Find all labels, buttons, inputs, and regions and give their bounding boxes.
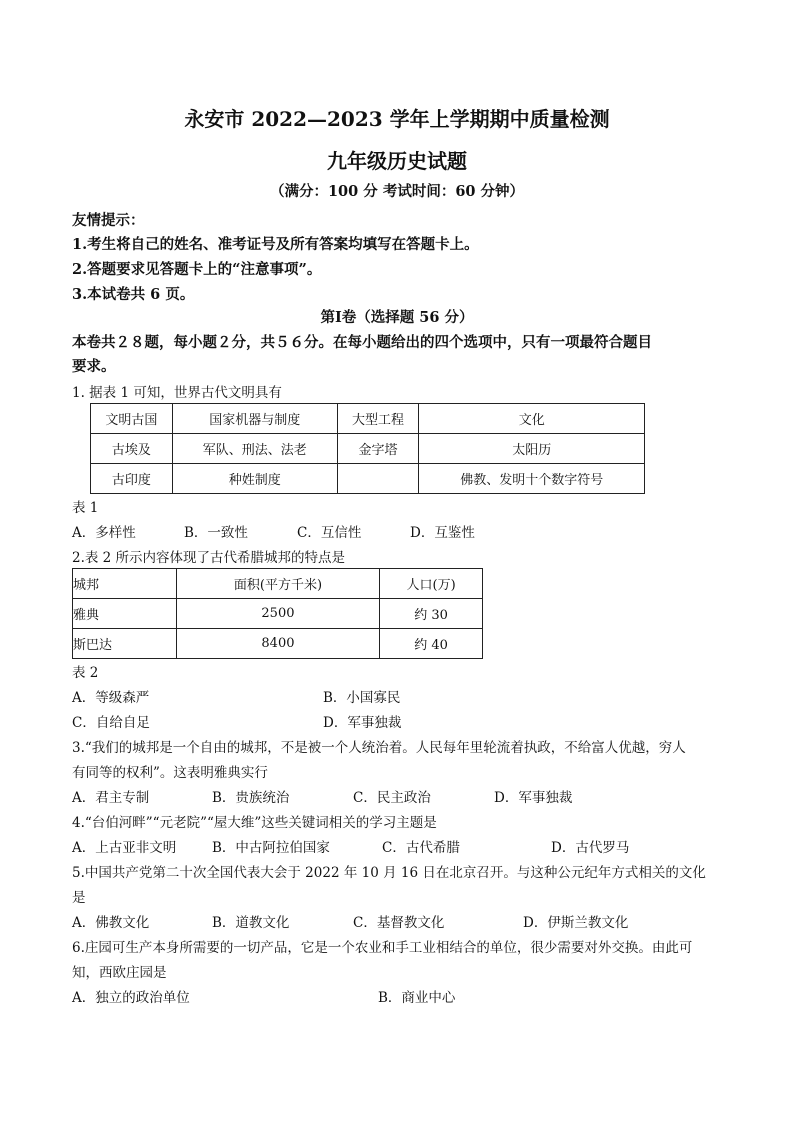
question-1-option-b: B．一致性 [184,525,248,541]
question-5-stem-cont: 是 [72,890,86,906]
table-cell: 2500 [176,599,379,629]
question-1-option-d: D．互鉴性 [410,525,475,541]
question-5-option-d: D．伊斯兰教文化 [523,915,629,931]
question-2-stem: 2.表 2 所示内容体现了古代希腊城邦的特点是 [72,550,346,566]
section-instructions-cont: 要求。 [72,358,116,375]
section-heading: 第Ⅰ卷（选择题 56 分） [320,309,474,326]
question-6-stem-cont: 知，西欧庄园是 [72,965,167,981]
table-2 [72,568,483,659]
question-1-option-c: C．互信性 [297,525,362,541]
question-2-option-a: A．等级森严 [72,690,150,706]
question-4-option-c: C．古代希腊 [382,840,460,856]
table-cell: 8400 [176,629,379,659]
question-5-option-b: B．道教文化 [212,915,290,931]
table-cell: 斯巴达 [73,629,177,659]
table-row [91,464,645,494]
table-cell: 佛教、发明十个数字符号 [419,464,645,494]
table-header-cell: 城邦 [73,569,177,599]
question-1-option-a: A．多样性 [72,525,136,541]
table-header-cell: 大型工程 [337,404,419,434]
table-cell [337,464,419,494]
exam-title: 永安市 2022—2023 学年上学期期中质量检测 [184,107,610,131]
exam-subject-title: 九年级历史试题 [327,149,467,173]
question-3-stem: 3.“我们的城邦是一个自由的城邦，不是被一个人统治着。人民每年里轮流着执政，不给富人优越，穷人 [72,740,686,756]
tip-item: 1.考生将自己的姓名、准考证号及所有答案均填写在答题卡上。 [72,236,479,253]
table-cell: 约 40 [380,629,483,659]
question-2-option-d: D．军事独裁 [323,715,402,731]
exam-info: （满分：100 分 考试时间：60 分钟） [269,183,525,200]
question-6-option-a: A．独立的政治单位 [72,990,190,1006]
table-cell: 古印度 [91,464,173,494]
question-5-option-a: A．佛教文化 [72,915,150,931]
tips-heading: 友情提示： [72,212,145,229]
question-6-stem: 6.庄园可生产本身所需要的一切产品，它是一个农业和手工业相结合的单位，很少需要对外交换。由此可 [72,940,693,956]
question-3-option-d: D．军事独裁 [494,790,573,806]
question-3-option-c: C．民主政治 [353,790,431,806]
table-header-cell: 文化 [419,404,645,434]
table-cell: 约 30 [380,599,483,629]
question-2-option-b: B．小国寡民 [323,690,401,706]
question-3-stem-cont: 有同等的权利”。这表明雅典实行 [72,765,268,781]
table-header-cell: 面积(平方千米) [176,569,379,599]
question-4-stem: 4.“台伯河畔”“元老院”“屋大维”这些关键词相关的学习主题是 [72,815,437,831]
question-3-option-b: B．贵族统治 [212,790,290,806]
table-cell: 雅典 [73,599,177,629]
question-4-option-b: B．中古阿拉伯国家 [212,840,330,856]
table-row [73,629,483,659]
question-4-option-d: D．古代罗马 [551,840,630,856]
tip-item: 3.本试卷共 6 页。 [72,286,195,303]
table-cell: 太阳历 [419,434,645,464]
table-header-cell: 人口(万) [380,569,483,599]
table-1-caption: 表 1 [72,500,99,516]
table-cell: 金字塔 [337,434,419,464]
question-2-option-c: C．自给自足 [72,715,150,731]
question-6-option-b: B．商业中心 [378,990,456,1006]
question-4-option-a: A．上古亚非文明 [72,840,177,856]
table-row [73,599,483,629]
table-header-row [73,569,483,599]
table-cell: 种姓制度 [172,464,337,494]
table-header-cell: 国家机器与制度 [172,404,337,434]
table-row [91,434,645,464]
section-instructions: 本卷共２８题，每小题２分，共５６分。在每小题给出的四个选项中，只有一项最符合题目 [72,334,652,351]
table-header-cell: 文明古国 [91,404,173,434]
table-header-row [91,404,645,434]
question-3-option-a: A．君主专制 [72,790,150,806]
table-cell: 军队、刑法、法老 [172,434,337,464]
tip-item: 2.答题要求见答题卡上的“注意事项”。 [72,261,322,278]
table-2-caption: 表 2 [72,665,99,681]
question-5-stem: 5.中国共产党第二十次全国代表大会于 2022 年 10 月 16 日在北京召开。与这种公元纪年方式相关的文化 [72,865,706,881]
table-1 [90,403,645,494]
question-1-stem: 1. 据表 1 可知，世界古代文明具有 [72,385,282,401]
question-5-option-c: C．基督教文化 [353,915,445,931]
table-cell: 古埃及 [91,434,173,464]
